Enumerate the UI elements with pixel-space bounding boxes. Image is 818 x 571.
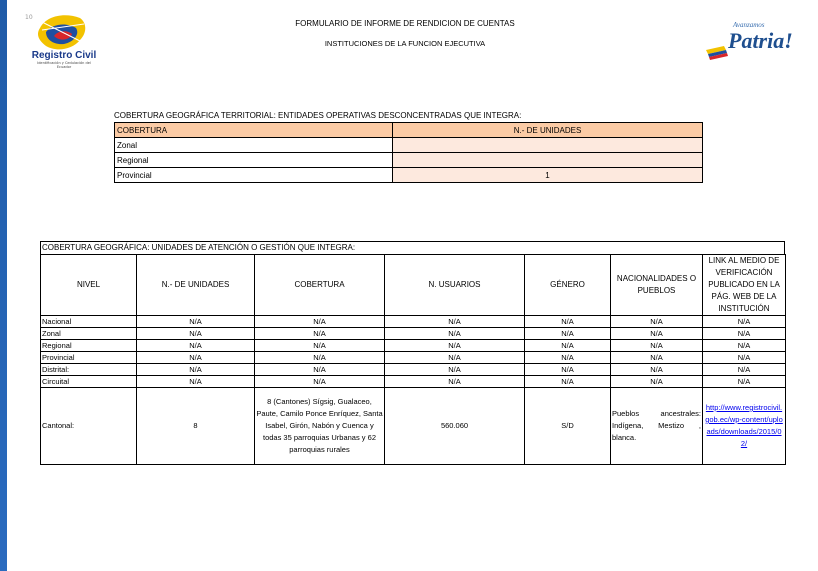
usuarios-cell: N/A [385, 364, 525, 376]
table-row-cantonal [41, 388, 786, 465]
page-title: FORMULARIO DE INFORME DE RENDICION DE CUENTAS [295, 19, 515, 28]
unidades-cell: N/A [137, 316, 255, 328]
genero-cell: N/A [525, 376, 611, 388]
nacionalidades-cell: N/A [611, 352, 703, 364]
nivel-cell: Regional [41, 340, 137, 352]
units-value: 1 [393, 168, 703, 183]
logo-right-small-text: Avanzamos [733, 21, 765, 29]
sidebar-stripe [0, 0, 7, 571]
col-link-header: LINK AL MEDIO DE VERIFICACIÓN PUBLICADO EN LA PÁG. WEB DE LA INSTITUCIÓN [703, 255, 786, 316]
col-unidades-header: N.- DE UNIDADES [137, 255, 255, 316]
nivel-cell: Distrital: [41, 364, 137, 376]
cobertura-cell: N/A [255, 364, 385, 376]
cobertura-cell: N/A [255, 316, 385, 328]
usuarios-cell: N/A [385, 376, 525, 388]
usuarios-cell: N/A [385, 352, 525, 364]
unidades-cell: N/A [137, 328, 255, 340]
nacionalidades-cell: N/A [611, 340, 703, 352]
usuarios-cell: N/A [385, 328, 525, 340]
cobertura-cell: N/A [255, 352, 385, 364]
territorial-table [114, 122, 703, 183]
nacionalidades-cell: N/A [611, 316, 703, 328]
table-row [41, 328, 786, 340]
table-row [41, 376, 786, 388]
page-number: 10 [25, 14, 33, 21]
table-row [41, 340, 786, 352]
coverage-label: Provincial [115, 168, 393, 183]
nivel-cell: Zonal [41, 328, 137, 340]
cobertura-cell: 8 (Cantones) Sígsig, Gualaceo, Paute, Camilo Ponce Enríquez, Santa Isabel, Girón, Nabón y Cuenca y todas 35 parroquias Urbanas y 62 parroquias rurales [255, 388, 385, 465]
nacionalidades-cell: N/A [611, 328, 703, 340]
table-row [115, 153, 703, 168]
col-genero-header: GÉNERO [525, 255, 611, 316]
logo-left-tagline: Identificación y Cedulación del Ecuador [37, 61, 91, 69]
attention-table [40, 254, 786, 465]
genero-cell: N/A [525, 328, 611, 340]
link-cell: N/A [703, 316, 786, 328]
verification-link[interactable]: http://www.registrocivil.gob.ec/wp-content/uploads/downloads/2015/02/ [705, 403, 783, 448]
link-cell: N/A [703, 340, 786, 352]
unidades-cell: 8 [137, 388, 255, 465]
cobertura-cell: N/A [255, 376, 385, 388]
territorial-coverage-section [114, 109, 703, 183]
usuarios-cell: N/A [385, 340, 525, 352]
nivel-cell: Provincial [41, 352, 137, 364]
nacionalidades-cell: N/A [611, 364, 703, 376]
table-header-row [41, 255, 786, 316]
unidades-cell: N/A [137, 376, 255, 388]
coverage-label: Regional [115, 153, 393, 168]
nivel-cell: Nacional [41, 316, 137, 328]
table-row [115, 168, 703, 183]
genero-cell: S/D [525, 388, 611, 465]
page-subtitle: INSTITUCIONES DE LA FUNCION EJECUTIVA [324, 39, 486, 48]
genero-cell: N/A [525, 340, 611, 352]
nivel-cell: Cantonal: [41, 388, 137, 465]
table-row [115, 138, 703, 153]
col-nivel-header: NIVEL [41, 255, 137, 316]
attention-units-section [40, 241, 785, 465]
units-value [393, 153, 703, 168]
col-nacionalidades-header: NACIONALIDADES O PUEBLOS [611, 255, 703, 316]
usuarios-cell: N/A [385, 316, 525, 328]
coverage-label: Zonal [115, 138, 393, 153]
link-cell: N/A [703, 364, 786, 376]
link-cell: N/A [703, 376, 786, 388]
link-cell: N/A [703, 328, 786, 340]
col-units-header: N.- DE UNIDADES [393, 123, 703, 138]
unidades-cell: N/A [137, 340, 255, 352]
link-cell: N/A [703, 352, 786, 364]
link-cell [703, 388, 786, 465]
table-row [41, 352, 786, 364]
genero-cell: N/A [525, 352, 611, 364]
logo-left-name: Registro Civil [31, 50, 97, 61]
nacionalidades-cell: N/A [611, 376, 703, 388]
cobertura-cell: N/A [255, 328, 385, 340]
logo-right-big-text: Patria! [728, 28, 793, 53]
unidades-cell: N/A [137, 352, 255, 364]
col-usuarios-header: N. USUARIOS [385, 255, 525, 316]
cobertura-cell: N/A [255, 340, 385, 352]
genero-cell: N/A [525, 316, 611, 328]
usuarios-cell: 560.060 [385, 388, 525, 465]
col-coverage-header: COBERTURA [115, 123, 393, 138]
territorial-caption: COBERTURA GEOGRÁFICA TERRITORIAL: ENTIDADES OPERATIVAS DESCONCENTRADAS QUE INTEGRA: [114, 111, 522, 120]
table-header-row [115, 123, 703, 138]
units-value [393, 138, 703, 153]
col-cobertura-header: COBERTURA [255, 255, 385, 316]
genero-cell: N/A [525, 364, 611, 376]
attention-caption: COBERTURA GEOGRÁFICA: UNIDADES DE ATENCIÓN O GESTIÓN QUE INTEGRA: [40, 241, 785, 254]
table-row [41, 316, 786, 328]
nacionalidades-cell: Pueblos ancestrales: Indígena, Mestizo , blanca. [611, 388, 703, 465]
table-row [41, 364, 786, 376]
nivel-cell: Circuital [41, 376, 137, 388]
unidades-cell: N/A [137, 364, 255, 376]
